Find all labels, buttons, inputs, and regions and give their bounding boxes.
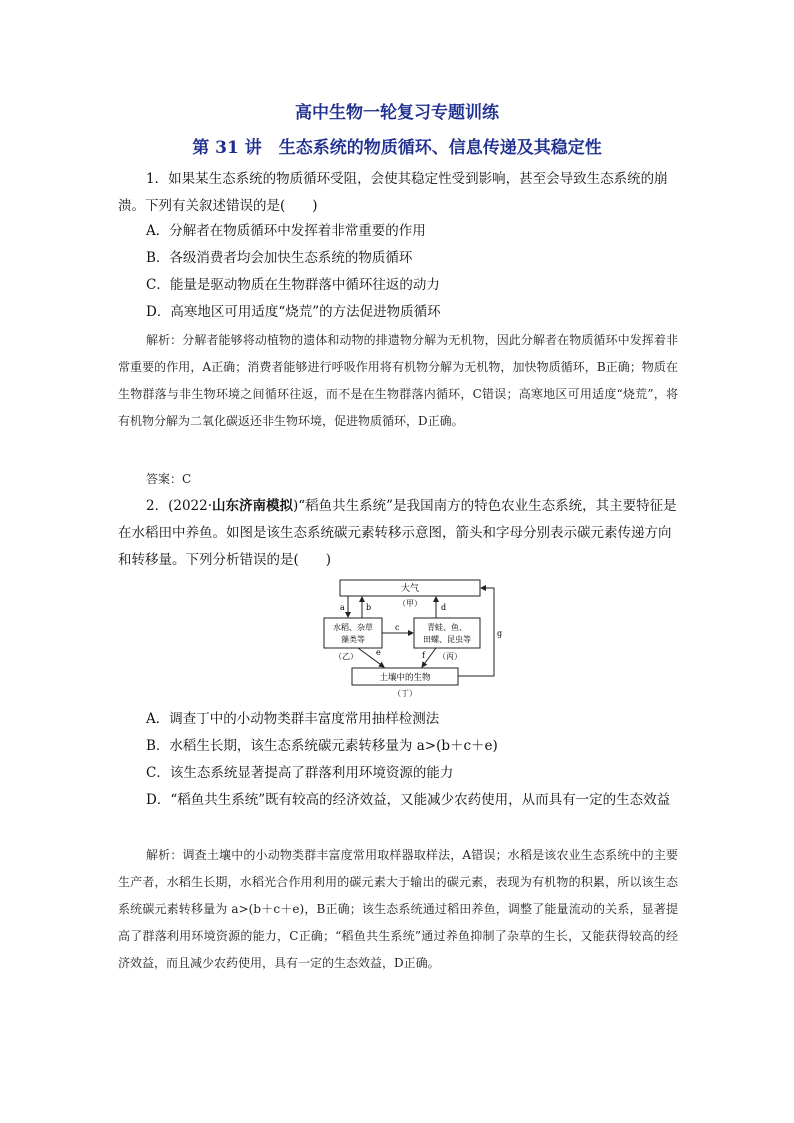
- soil-label: 土壤中的生物: [379, 673, 431, 683]
- q1-explanation: 解析：分解者能够将动植物的遗体和动物的排遗物分解为无机物，因此分解者在物质循环中发挥着非常重要的作用，A正确；消费者能够进行呼吸作用将有机物分解为无机物，加快物质循环，B正确；物质在生物群落与非生物环境之间循环往返，而不是在生物群落内循环，C错误；高寒地区可用适度“烧荒”，将有机物分解为二氧化碳返还非生物环境，促进物质循环，D正确。: [118, 333, 678, 428]
- lecture-title: 第 31 讲 生态系统的物质循环、信息传递及其稳定性: [192, 138, 602, 158]
- atmosphere-label: 大气: [400, 584, 420, 594]
- q2-stem-prefix: 2．(2022·: [146, 498, 213, 514]
- atmosphere-tag: （甲）: [398, 599, 422, 608]
- q2-explanation: 解析：调查土壤中的小动物类群丰富度常用取样器取样法，A错误；水稻是该农业生态系统中的主要生产者，水稻生长期，水稻光合作用利用的碳元素大于输出的碳元素，表现为有机物的积累，所以该生态系统碳元素转移量为 a>(b＋c＋e)，B正确；该生态系统通过稻田养鱼，调整了能量流动的关系，显著提高了群落利用环境资源的能力，C正确；“稻鱼共生系统”通过养鱼抑制了杂草的生长，又能获得较高的经济效益，而且减少农药使用，具有一定的生态效益，D正确。: [118, 848, 678, 970]
- producer-label-2: 藻类等: [341, 635, 365, 644]
- q1-option-a: A．分解者在物质循环中发挥着非常重要的作用: [146, 223, 426, 239]
- consumer-tag: （丙）: [438, 652, 462, 661]
- label-d: d: [441, 603, 447, 612]
- q2-stem-rest: )“稻鱼共生系统”是我国南方的特色农业生态系统，其主要特征是在水稻田中养鱼。如图是该生态系统碳元素转移示意图，箭头和字母分别表示碳元素传递方向和转移量。下列分析错误的是( ): [118, 498, 677, 568]
- label-a: a: [340, 603, 345, 612]
- consumer-label-2: 田螺、昆虫等: [423, 635, 471, 644]
- label-b: b: [366, 603, 372, 612]
- producer-label-1: 水稻、杂草: [333, 623, 373, 632]
- q1-option-b: B．各级消费者均会加快生态系统的物质循环: [146, 250, 413, 266]
- q2-stem: [118, 493, 678, 574]
- q1-option-c: C．能量是驱动物质在生物群落中循环往返的动力: [146, 277, 440, 293]
- consumer-label-1: 青蛙、鱼、: [427, 623, 467, 632]
- q2-option-d: D．“稻鱼共生系统”既有较高的经济效益，又能减少农药使用，从而具有一定的生态效益: [146, 792, 671, 808]
- q2-option-b: B．水稻生长期，该生态系统碳元素转移量为 a>(b＋c＋e): [146, 738, 498, 754]
- carbon-cycle-diagram: [318, 576, 508, 700]
- q1-option-d: D．高寒地区可用适度“烧荒”的方法促进物质循环: [146, 304, 441, 320]
- q2-option-a: A．调查丁中的小动物类群丰富度常用抽样检测法: [146, 711, 440, 727]
- q1-stem: 1．如果某生态系统的物质循环受阻，会使其稳定性受到影响，甚至会导致生态系统的崩溃。下列有关叙述错误的是( ): [118, 171, 668, 214]
- soil-tag: （丁）: [393, 689, 417, 698]
- label-c: c: [395, 623, 400, 632]
- series-title: 高中生物一轮复习专题训练: [295, 103, 499, 123]
- label-f: f: [422, 651, 425, 660]
- q2-option-c: C．该生态系统显著提高了群落利用环境资源的能力: [146, 765, 454, 781]
- label-e: e: [376, 648, 381, 657]
- producer-tag: （乙）: [334, 652, 358, 661]
- label-g: g: [497, 629, 503, 638]
- q2-source: 山东济南模拟: [212, 498, 294, 514]
- q1-answer: 答案：C: [146, 472, 192, 486]
